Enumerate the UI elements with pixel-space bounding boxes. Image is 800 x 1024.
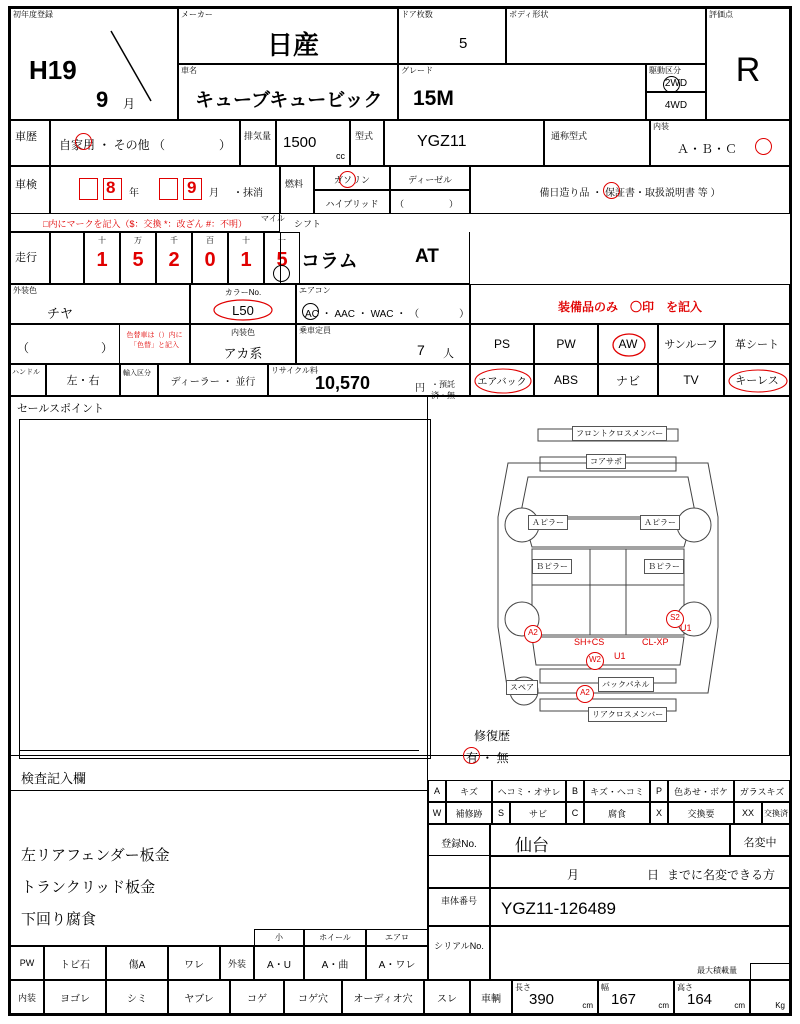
size-width-value: 167 [611,991,637,1008]
interior-color-cell [190,324,296,364]
fuel-other-cell [390,190,470,214]
model-label-cell [350,120,384,166]
legend-text-w: 補修跡 [446,802,492,824]
inspection-line-2: トランクリッド板金 [21,879,156,896]
exterior-color-cell [10,284,190,324]
carname-value: キューブキュービック [195,90,383,111]
size-width-cell [598,980,674,1014]
body-type-label: ボディ形状 [509,10,549,19]
fuel-label: 燃料 [285,179,304,189]
condition-pw-item-2[interactable]: 傷A [106,946,168,980]
handle-value[interactable]: 左・右 [46,364,120,396]
mileage-mile-label: マイル [261,214,285,223]
maker-label: メーカー [181,10,213,19]
repair-history-options[interactable]: 有 ・ 無 [466,751,509,765]
size-load-label: 最大積載量 [697,966,737,975]
shift-value-cell [280,232,470,284]
condition-interior-item-4[interactable]: コゲ [230,980,284,1014]
mileage-digit-4: 0 [204,249,216,271]
shaken-year-box1 [79,178,98,200]
size-length-value: 390 [529,991,555,1008]
model-value: YGZ11 [417,133,467,150]
fuel-label-cell [280,166,314,214]
shaken-label: 車検 [15,179,37,191]
mileage-unit-2: 万 [134,236,142,245]
repaint-paren-cell [10,324,120,364]
equip-ps[interactable]: PS [470,324,534,364]
shaken-masshou: ・抹消 [233,188,263,199]
serial-value-cell[interactable] [490,926,790,980]
condition-exterior-item-3[interactable]: A・ワレ [366,946,428,980]
drive-label: 駆動区分 [649,66,681,75]
inspection-box [10,756,428,946]
carname-cell [178,64,398,120]
first-registration-cell [10,8,178,120]
rating-label: 評価点 [709,10,733,19]
exterior-color-value: チヤ [47,306,74,321]
legend-code-xx: XX [734,802,762,824]
shaken-year-unit: 年 [129,188,139,199]
name-change-month-unit: 月 [567,868,580,882]
legend-code-x: X [650,802,668,824]
damage-mark-5: A2 [576,685,594,703]
equip-aw[interactable] [598,324,658,364]
shaken-value-cell [50,166,280,214]
legend-text-s: サビ [510,802,566,824]
sales-point-label: セールスポイント [17,403,105,415]
history-value-cell [50,120,240,166]
vin-label-cell [428,888,490,926]
model-label: 型式 [355,131,374,141]
drive-4wd-value: 4WD [664,100,688,111]
color-no-label: カラーNo. [224,288,262,297]
legend-code-p: P [650,780,668,802]
recycle-unit: 円 [415,383,425,394]
condition-pw-label: PW [10,946,44,980]
part-a-pillar-right: Ａピラー [640,515,680,530]
fuel-diesel-label: ディーゼル [407,175,453,185]
mileage-digit-2: 5 [132,249,144,271]
legend-code-b: B [566,780,584,802]
aircon-label: エアコン [299,286,331,295]
shaken-month-value: 9 [187,178,197,197]
grade-label: グレード [401,66,433,75]
damage-label-clxp: CL-XP [642,637,669,647]
equip-note-cell [470,284,790,324]
legend-text-xx: 交換済 [762,802,790,824]
displacement-label-cell [240,120,276,166]
part-back-panel: バックパネル [598,677,654,692]
equip-spacer [470,214,790,284]
mileage-unit-1: 十 [98,236,106,245]
damage-label-shcs: SH+CS [574,637,605,647]
body-type-cell [506,8,706,64]
part-spare: スペア [506,680,538,695]
mileage-digit-cell-5 [228,232,264,284]
sales-point-box [10,396,428,756]
mileage-note-cell [10,214,280,232]
import-label: 輸入区分 [123,370,151,377]
condition-interior-item-3[interactable]: ヤブレ [168,980,230,1014]
part-core-support: コアサポ [586,454,626,469]
recycle-value: 10,570 [315,373,371,393]
condition-interior-item-6[interactable]: オーディオ穴 [342,980,424,1014]
first-registration-month: 9 [96,87,109,112]
import-label-cell [120,364,158,396]
legend-text-x: 交換要 [668,802,734,824]
legend-code-w: W [428,802,446,824]
first-registration-label: 初年度登録 [13,10,53,19]
repaint-note-cell [120,324,190,364]
condition-interior-item-5[interactable]: コゲ穴 [284,980,342,1014]
size-height-value: 164 [687,991,713,1008]
shaken-label-cell [10,166,50,214]
condition-exterior-head-1: 小 [254,929,304,946]
vin-label: 車体番号 [440,896,477,906]
equip-keyless[interactable] [724,364,790,396]
first-registration-year: H19 [29,55,77,85]
legend-code-c: C [566,802,584,824]
equip-airbag[interactable] [470,364,534,396]
damage-mark-1: A2 [524,625,542,643]
mileage-note: □内にマークを記入（$：交換 *：改ざん #：不明） [43,219,247,229]
recycle-status: ・預託済・無 [431,380,455,400]
history-mark-circle [75,133,92,150]
equip-navi[interactable]: ナビ [598,364,658,396]
damage-mark-3: U1 [680,623,692,633]
part-front-cross-member: フロントクロスメンバー [572,426,667,441]
damage-mark-2: S2 [666,610,684,628]
legend-text-p: 色あせ・ボケ [668,780,734,802]
equip-tv[interactable]: TV [658,364,724,396]
repair-history-label: 修復歴 [474,729,511,743]
sales-point-text[interactable] [19,419,431,759]
seats-value: 7 [417,342,425,358]
recycle-cell [268,364,470,400]
aircon-ac-circle [302,303,319,320]
history-label: 車歴 [15,131,37,143]
equip-pw[interactable]: PW [534,324,598,364]
condition-pw-item-1[interactable]: トビ石 [44,946,106,980]
legend-text-glass: ガラスキズ [734,780,790,802]
fuel-hybrid-cell [314,190,390,214]
grade-value: 15M [413,87,454,110]
displacement-label: 排気量 [244,131,272,141]
interior-cell [650,120,790,166]
transmission-value: AT [415,246,439,267]
first-registration-month-unit: 月 [123,97,136,111]
car-diagram-area [428,396,790,765]
equip-sunroof[interactable]: サンルーフ [658,324,724,364]
condition-interior-item-2[interactable]: シミ [106,980,168,1014]
part-rear-cross-member: リアクロスメンバー [588,707,667,722]
displacement-value: 1500 [283,134,317,151]
handle-label: ハンドル [12,369,40,376]
fuel-hybrid-label: ハイブリッド [325,199,379,209]
tsusho-label: 通称型式 [551,131,588,141]
interior-color-value: アカ系 [223,346,263,361]
legend-text-c: 腐食 [584,802,650,824]
color-no-cell [190,284,296,324]
size-width-label: 幅 [601,983,609,992]
rating-cell [706,8,790,120]
mileage-label-cell [10,232,50,284]
serial-label: シリアルNo. [434,941,484,951]
part-b-pillar-left: Ｂピラー [532,559,572,574]
legend-code-s: S [492,802,510,824]
size-height-cell [674,980,750,1014]
name-change-label: 名変中 [743,837,777,849]
repaint-open: （ [17,341,30,355]
tsusho-cell [544,120,650,166]
condition-interior-item-7[interactable]: スレ [424,980,470,1014]
condition-pw-item-3[interactable]: ワレ [168,946,220,980]
aircon-cell [296,284,470,324]
vin-value: YGZ11-126489 [501,899,616,918]
drive-2wd-cell [646,64,706,92]
mileage-digit-cell-1 [84,232,120,284]
history-value: 自家用 ・ その他 （ [59,138,166,152]
handle-label-cell [10,364,46,396]
size-height-label: 高さ [677,983,693,992]
mileage-digit-1: 1 [96,249,108,271]
mileage-digit-3: 2 [168,249,180,271]
import-value[interactable]: ディーラー ・ 並行 [158,364,268,396]
mileage-unit-6: 一 [278,236,286,245]
interior-color-label: 内装色 [231,328,255,337]
shift-label-cell [280,214,470,232]
history-label-cell [10,120,50,166]
condition-exterior-item-2[interactable]: A・曲 [304,946,366,980]
name-change-day-unit: 日 [647,868,660,882]
sheet-frame [8,6,792,1016]
fuel-diesel-cell [390,166,470,190]
grade-cell [398,64,646,120]
size-load-header [750,963,790,980]
vin-value-cell [490,888,790,926]
mileage-unit-5: 十 [242,236,250,245]
drive-2wd-circle [663,76,680,93]
equip-note: 装備品のみ 〇印 を記入 [557,300,702,314]
exterior-color-label: 外装色 [13,286,37,295]
condition-interior-item-1[interactable]: ヨゴレ [44,980,106,1014]
displacement-value-cell [276,120,350,166]
size-load-unit: Kg [775,1001,785,1010]
repaint-close: ） [100,341,113,355]
inspection-line-3: 下回り腐食 [21,911,97,928]
displacement-unit: cc [336,151,345,161]
damage-label-u1: U1 [614,651,626,661]
mileage-label: 走行 [15,252,37,264]
damage-mark-4: W2 [586,652,604,670]
mileage-digit-cell-4 [192,232,228,284]
drive-2wd-value: 2WD [664,78,688,89]
shaken-year-value: 8 [106,178,116,197]
seats-label: 乗車定員 [299,326,331,335]
aircon-value: AC ・ AAC ・ WAC ・ （ ） [305,309,470,320]
seats-cell [296,324,470,364]
mileage-digit-5: 1 [240,249,252,271]
model-value-cell [384,120,544,166]
doors-cell [398,8,506,64]
name-change-deadline: までに名変できる方 [667,868,776,882]
history-close: ） [218,138,231,152]
size-height-unit: cm [734,1001,745,1010]
registration-label-cell [428,824,490,856]
equip-aw-label: AW [618,337,638,351]
documents-circle [603,182,620,199]
part-a-pillar-left: Ａピラー [528,515,568,530]
repaint-note: 色替車は（）内に「色替」と記入 [126,332,183,349]
mileage-digit-cell-3 [156,232,192,284]
condition-exterior-head-3: エアロ [366,929,428,946]
recycle-label: リサイクル料 [271,366,318,375]
interior-value: Ａ・Ｂ・Ｃ [677,142,738,156]
interior-label: 内装 [653,122,669,131]
fuel-other-label: （ ） [395,199,459,209]
equip-keyless-label: キーレス [735,375,779,387]
mileage-unit-3: 千 [170,236,178,245]
shift-value: コラム [301,251,358,272]
mileage-mark-box [50,232,84,284]
shaken-month-unit: 月 [209,188,219,199]
condition-exterior-head-2: ホイール [304,929,366,946]
inspection-line-1: 左リアフェンダー板金 [21,847,170,864]
name-change-cell [730,824,790,856]
fuel-gasoline-circle [339,171,356,188]
maker-cell [178,8,398,64]
legend-text-b: キズ・ヘコミ [584,780,650,802]
size-length-label: 長さ [515,983,531,992]
legend-text-a: キズ [446,780,492,802]
shaken-month-box1 [159,178,178,200]
condition-exterior-item-1[interactable]: A・U [254,946,304,980]
interior-c-circle [755,138,772,155]
legend-text-dent: ヘコミ・オサレ [492,780,566,802]
size-label: 車輌 [470,980,512,1014]
documents-label: 備日造り品 ・ 保証書・取扱説明書 等 ） [539,188,721,199]
mileage-unit-4: 百 [206,236,214,245]
equip-leather-seat[interactable]: 革シート [724,324,790,364]
fuel-gasoline-cell [314,166,390,190]
repair-history-selected-circle [463,747,480,764]
documents-cell [470,166,790,214]
equip-airbag-label: エアバック [477,376,527,388]
shift-label: シフト [294,219,322,229]
fuel-gasoline-label: ガソリン [333,175,370,185]
drive-4wd-cell [646,92,706,120]
registration-label: 登録No. [441,839,477,850]
rating-value: R [735,51,761,89]
name-change-date-cell [490,856,790,888]
mileage-digit-6: 5 [276,249,288,271]
doors-value: 5 [459,35,468,52]
condition-interior-label: 内装 [10,980,44,1014]
doors-label: ドア枚数 [401,10,433,19]
condition-exterior-label: 外装 [220,946,254,980]
color-no-value: L50 [232,303,254,318]
serial-label-cell [428,926,490,980]
registration-spacer-cell [428,856,490,888]
part-b-pillar-right: Ｂピラー [644,559,684,574]
size-length-unit: cm [582,1001,593,1010]
registration-value-cell [490,824,730,856]
size-width-unit: cm [658,1001,669,1010]
mileage-digit-cell-2 [120,232,156,284]
equip-abs[interactable]: ABS [534,364,598,396]
maker-value: 日産 [267,30,320,60]
legend-code-a: A [428,780,446,802]
registration-value: 仙台 [515,836,549,855]
seats-unit: 人 [443,348,454,360]
size-length-cell [512,980,598,1014]
carname-label: 車名 [181,66,197,75]
inspection-label: 検査記入欄 [21,771,87,786]
